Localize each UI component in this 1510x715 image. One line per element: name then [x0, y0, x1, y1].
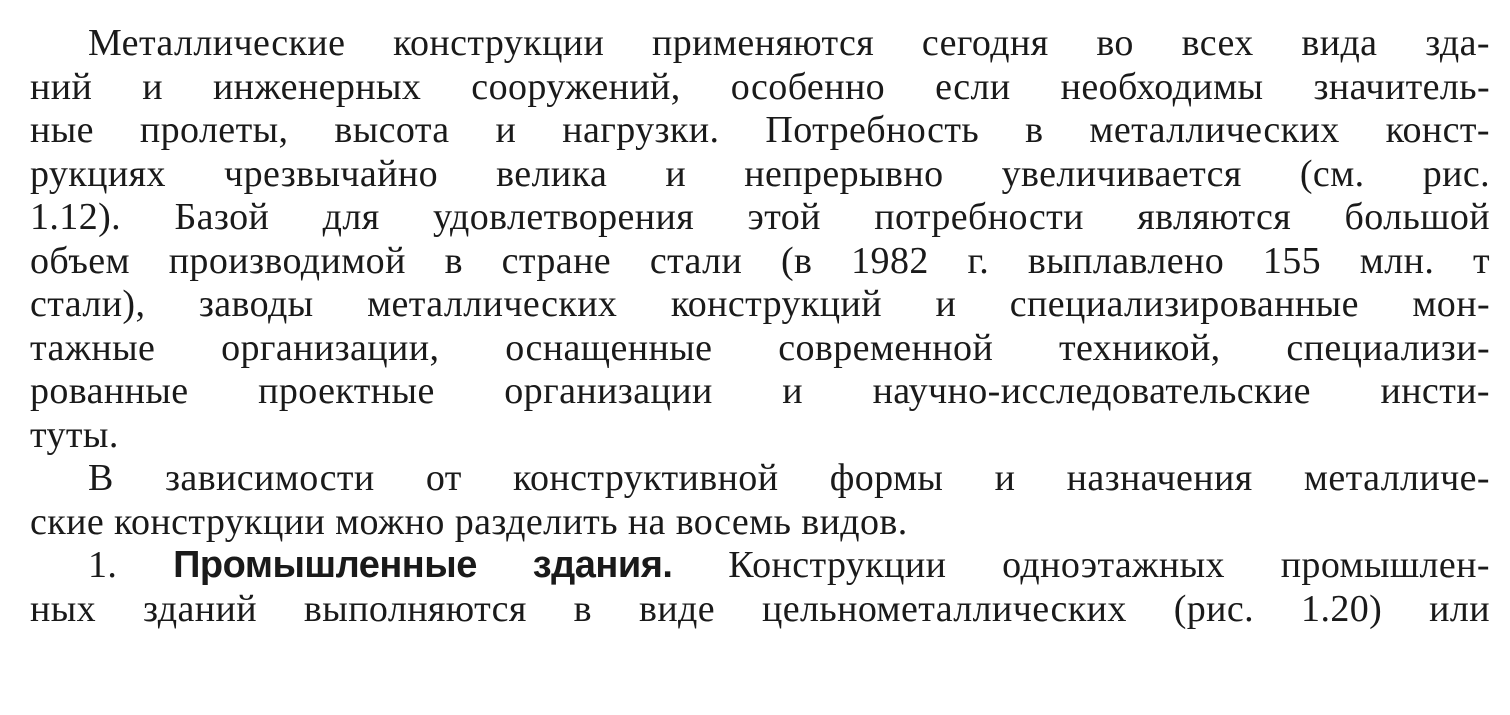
- paragraph-1: [30, 22, 1490, 457]
- list-item-number: 1.: [88, 544, 118, 586]
- list-item-title: Промышленные здания.: [173, 544, 673, 586]
- list-item-first-line: [30, 544, 1490, 588]
- text-line: ные пролеты, высота и нагрузки. Потребность в металлических конст-: [30, 109, 1490, 151]
- text-line: В зависимости от конструктивной формы и назначения металличе-: [88, 457, 1490, 499]
- list-item-text: Конструкции одноэтажных промышлен-: [728, 544, 1490, 586]
- text-line: ных зданий выполняются в виде цельнометаллических (рис. 1.20) или: [30, 587, 1490, 630]
- text-line: рованные проектные организации и научно-исследовательские инсти-: [30, 370, 1490, 412]
- text-line: объем производимой в стране стали (в 1982 г. выплавлено 155 млн. т: [30, 239, 1490, 282]
- text-line: тажные организации, оснащенные современной техникой, специализи-: [30, 326, 1490, 369]
- text-line: ские конструкции можно разделить на восемь видов.: [30, 500, 908, 543]
- text-line: стали), заводы металлических конструкций и специализированные мон-: [30, 283, 1490, 325]
- text-line: Металлические конструкции применяются сегодня во всех вида зда-: [88, 22, 1490, 64]
- text-line: 1.12). Базой для удовлетворения этой потребности являются большой: [30, 196, 1490, 238]
- document-page: [30, 22, 1490, 631]
- paragraph-3: [30, 544, 1490, 631]
- text-line: туты.: [30, 413, 119, 456]
- paragraph-2: [30, 457, 1490, 544]
- text-line: рукциях чрезвычайно велика и непрерывно увеличивается (см. рис.: [30, 152, 1490, 195]
- text-line: ний и инженерных сооружений, особенно если необходимы значитель-: [30, 65, 1490, 108]
